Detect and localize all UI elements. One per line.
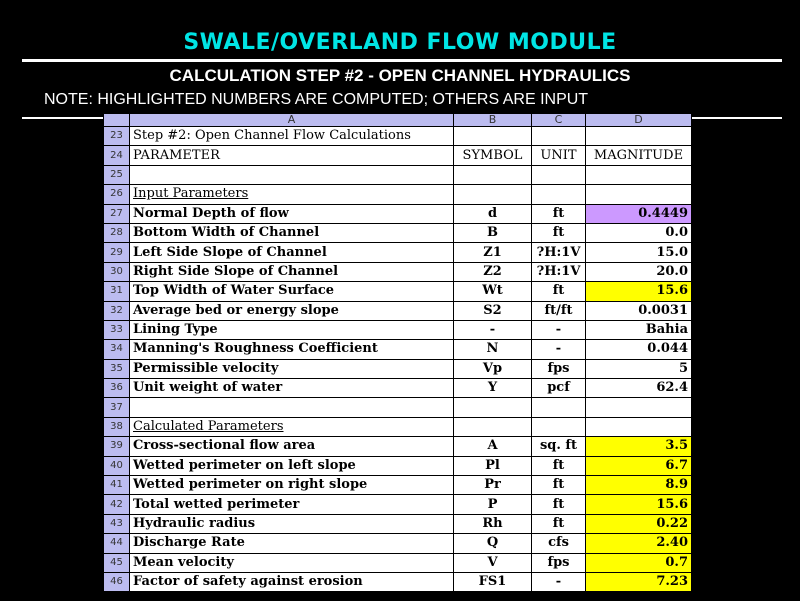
magnitude-cell[interactable]: 15.6 — [586, 282, 692, 301]
row-number[interactable]: 34 — [104, 340, 130, 359]
table-row — [104, 185, 692, 204]
symbol-cell[interactable]: - — [454, 320, 532, 339]
symbol-cell[interactable] — [454, 185, 532, 204]
symbol-cell[interactable] — [454, 398, 532, 417]
magnitude-cell[interactable]: 5 — [586, 359, 692, 378]
magnitude-cell[interactable]: 0.22 — [586, 514, 692, 533]
column-header-b[interactable]: B — [454, 114, 532, 127]
magnitude-cell[interactable]: MAGNITUDE — [586, 146, 692, 165]
parameter-cell[interactable]: Permissible velocity — [130, 359, 454, 378]
table-row — [104, 417, 692, 436]
symbol-cell[interactable]: Z2 — [454, 262, 532, 281]
row-number[interactable]: 32 — [104, 301, 130, 320]
magnitude-cell[interactable]: Bahia — [586, 320, 692, 339]
unit-cell[interactable]: UNIT — [532, 146, 586, 165]
parameter-cell[interactable]: Normal Depth of flow — [130, 204, 454, 223]
magnitude-cell[interactable]: 6.7 — [586, 456, 692, 475]
row-number[interactable]: 28 — [104, 223, 130, 242]
table-row — [104, 476, 692, 495]
table-row — [104, 359, 692, 378]
parameter-cell[interactable]: Manning's Roughness Coefficient — [130, 340, 454, 359]
parameter-cell[interactable]: Bottom Width of Channel — [130, 223, 454, 242]
row-number[interactable]: 27 — [104, 204, 130, 223]
parameter-cell[interactable]: Average bed or energy slope — [130, 301, 454, 320]
table-row — [104, 243, 692, 262]
table-row — [104, 456, 692, 475]
unit-cell[interactable] — [532, 165, 586, 184]
parameter-cell[interactable]: Left Side Slope of Channel — [130, 243, 454, 262]
symbol-cell[interactable]: FS1 — [454, 572, 532, 591]
row-number[interactable]: 42 — [104, 495, 130, 514]
magnitude-cell[interactable]: 7.23 — [586, 572, 692, 591]
row-number[interactable]: 36 — [104, 379, 130, 398]
unit-cell[interactable] — [532, 398, 586, 417]
magnitude-cell[interactable]: 3.5 — [586, 437, 692, 456]
magnitude-cell[interactable] — [586, 165, 692, 184]
row-number[interactable]: 26 — [104, 185, 130, 204]
parameter-cell[interactable]: Calculated Parameters — [130, 417, 454, 436]
symbol-cell[interactable]: Pr — [454, 476, 532, 495]
symbol-cell[interactable] — [454, 127, 532, 146]
symbol-cell[interactable]: Vp — [454, 359, 532, 378]
unit-cell[interactable]: cfs — [532, 534, 586, 553]
top-divider — [22, 59, 782, 62]
row-number[interactable]: 37 — [104, 398, 130, 417]
column-header-d[interactable]: D — [586, 114, 692, 127]
magnitude-cell[interactable]: 0.4449 — [586, 204, 692, 223]
parameter-cell[interactable]: Top Width of Water Surface — [130, 282, 454, 301]
row-number[interactable]: 30 — [104, 262, 130, 281]
symbol-cell[interactable]: Y — [454, 379, 532, 398]
unit-cell[interactable]: ft — [532, 495, 586, 514]
parameter-cell[interactable]: Right Side Slope of Channel — [130, 262, 454, 281]
row-number[interactable]: 23 — [104, 127, 130, 146]
unit-cell[interactable]: sq. ft — [532, 437, 586, 456]
table-row — [104, 437, 692, 456]
table-row — [104, 262, 692, 281]
magnitude-cell[interactable]: 62.4 — [586, 379, 692, 398]
select-all-corner[interactable] — [104, 114, 130, 127]
parameter-cell[interactable]: Mean velocity — [130, 553, 454, 572]
table-row — [104, 514, 692, 533]
symbol-cell[interactable] — [454, 165, 532, 184]
symbol-cell[interactable]: B — [454, 223, 532, 242]
unit-cell[interactable]: ?H:1V — [532, 262, 586, 281]
parameter-cell[interactable] — [130, 398, 454, 417]
unit-cell[interactable]: ft — [532, 456, 586, 475]
row-number[interactable]: 44 — [104, 534, 130, 553]
symbol-cell[interactable]: P — [454, 495, 532, 514]
row-number[interactable]: 39 — [104, 437, 130, 456]
row-number[interactable]: 24 — [104, 146, 130, 165]
row-number[interactable]: 31 — [104, 282, 130, 301]
column-header-row — [104, 114, 692, 127]
symbol-cell[interactable]: A — [454, 437, 532, 456]
parameter-cell[interactable]: Wetted perimeter on left slope — [130, 456, 454, 475]
row-number[interactable]: 40 — [104, 456, 130, 475]
table-row — [104, 495, 692, 514]
parameter-cell[interactable]: Wetted perimeter on right slope — [130, 476, 454, 495]
table-row — [104, 340, 692, 359]
row-number[interactable]: 45 — [104, 553, 130, 572]
row-number[interactable]: 29 — [104, 243, 130, 262]
row-number[interactable]: 38 — [104, 417, 130, 436]
unit-cell[interactable]: pcf — [532, 379, 586, 398]
table-row — [104, 282, 692, 301]
parameter-cell[interactable]: Cross-sectional flow area — [130, 437, 454, 456]
column-header-a[interactable]: A — [130, 114, 454, 127]
table-row — [104, 398, 692, 417]
table-row — [104, 127, 692, 146]
magnitude-cell[interactable] — [586, 127, 692, 146]
table-row — [104, 146, 692, 165]
magnitude-cell[interactable]: 0.0031 — [586, 301, 692, 320]
magnitude-cell[interactable]: 15.0 — [586, 243, 692, 262]
unit-cell[interactable] — [532, 417, 586, 436]
table-row — [104, 534, 692, 553]
parameter-cell[interactable]: Discharge Rate — [130, 534, 454, 553]
magnitude-cell[interactable]: 0.7 — [586, 553, 692, 572]
magnitude-cell[interactable] — [586, 417, 692, 436]
parameter-cell[interactable]: Step #2: Open Channel Flow Calculations — [130, 127, 454, 146]
unit-cell[interactable]: ft/ft — [532, 301, 586, 320]
table-row — [104, 553, 692, 572]
symbol-cell[interactable]: Z1 — [454, 243, 532, 262]
row-number[interactable]: 35 — [104, 359, 130, 378]
unit-cell[interactable]: - — [532, 572, 586, 591]
unit-cell[interactable]: ?H:1V — [532, 243, 586, 262]
parameter-cell[interactable] — [130, 165, 454, 184]
table-row — [104, 223, 692, 242]
parameter-cell[interactable]: Hydraulic radius — [130, 514, 454, 533]
symbol-cell[interactable]: Pl — [454, 456, 532, 475]
symbol-cell[interactable]: Wt — [454, 282, 532, 301]
magnitude-cell[interactable]: 2.40 — [586, 534, 692, 553]
symbol-cell[interactable]: Rh — [454, 514, 532, 533]
symbol-cell[interactable]: N — [454, 340, 532, 359]
table-row — [104, 165, 692, 184]
unit-cell[interactable]: - — [532, 320, 586, 339]
unit-cell[interactable] — [532, 185, 586, 204]
symbol-cell[interactable] — [454, 417, 532, 436]
symbol-cell[interactable]: V — [454, 553, 532, 572]
unit-cell[interactable]: ft — [532, 204, 586, 223]
parameter-cell[interactable]: Input Parameters — [130, 185, 454, 204]
unit-cell[interactable] — [532, 127, 586, 146]
parameter-cell[interactable]: Unit weight of water — [130, 379, 454, 398]
parameter-cell[interactable]: Total wetted perimeter — [130, 495, 454, 514]
table-row — [104, 204, 692, 223]
column-header-c[interactable]: C — [532, 114, 586, 127]
row-number[interactable]: 33 — [104, 320, 130, 339]
table-row — [104, 301, 692, 320]
parameter-cell[interactable]: PARAMETER — [130, 146, 454, 165]
row-number[interactable]: 25 — [104, 165, 130, 184]
parameter-cell[interactable]: Lining Type — [130, 320, 454, 339]
symbol-cell[interactable]: d — [454, 204, 532, 223]
symbol-cell[interactable]: Q — [454, 534, 532, 553]
module-title: SWALE/OVERLAND FLOW MODULE — [183, 30, 617, 55]
magnitude-cell[interactable] — [586, 398, 692, 417]
unit-cell[interactable]: ft — [532, 223, 586, 242]
note-text: NOTE: HIGHLIGHTED NUMBERS ARE COMPUTED; OTHERS ARE INPUT — [44, 91, 589, 108]
spreadsheet — [103, 113, 691, 592]
magnitude-cell[interactable]: 8.9 — [586, 476, 692, 495]
symbol-cell[interactable]: S2 — [454, 301, 532, 320]
symbol-cell[interactable]: SYMBOL — [454, 146, 532, 165]
row-number[interactable]: 41 — [104, 476, 130, 495]
magnitude-cell[interactable]: 0.044 — [586, 340, 692, 359]
parameter-cell[interactable]: Factor of safety against erosion — [130, 572, 454, 591]
step-heading: CALCULATION STEP #2 - OPEN CHANNEL HYDRAULICS — [169, 66, 631, 85]
magnitude-cell[interactable] — [586, 185, 692, 204]
table-row — [104, 320, 692, 339]
row-number[interactable]: 46 — [104, 572, 130, 591]
unit-cell[interactable]: ft — [532, 514, 586, 533]
magnitude-cell[interactable]: 20.0 — [586, 262, 692, 281]
unit-cell[interactable]: - — [532, 340, 586, 359]
row-number[interactable]: 43 — [104, 514, 130, 533]
hydraulics-table — [103, 113, 692, 592]
unit-cell[interactable]: fps — [532, 359, 586, 378]
unit-cell[interactable]: fps — [532, 553, 586, 572]
table-row — [104, 379, 692, 398]
table-row — [104, 572, 692, 591]
magnitude-cell[interactable]: 15.6 — [586, 495, 692, 514]
unit-cell[interactable]: ft — [532, 476, 586, 495]
unit-cell[interactable]: ft — [532, 282, 586, 301]
magnitude-cell[interactable]: 0.0 — [586, 223, 692, 242]
